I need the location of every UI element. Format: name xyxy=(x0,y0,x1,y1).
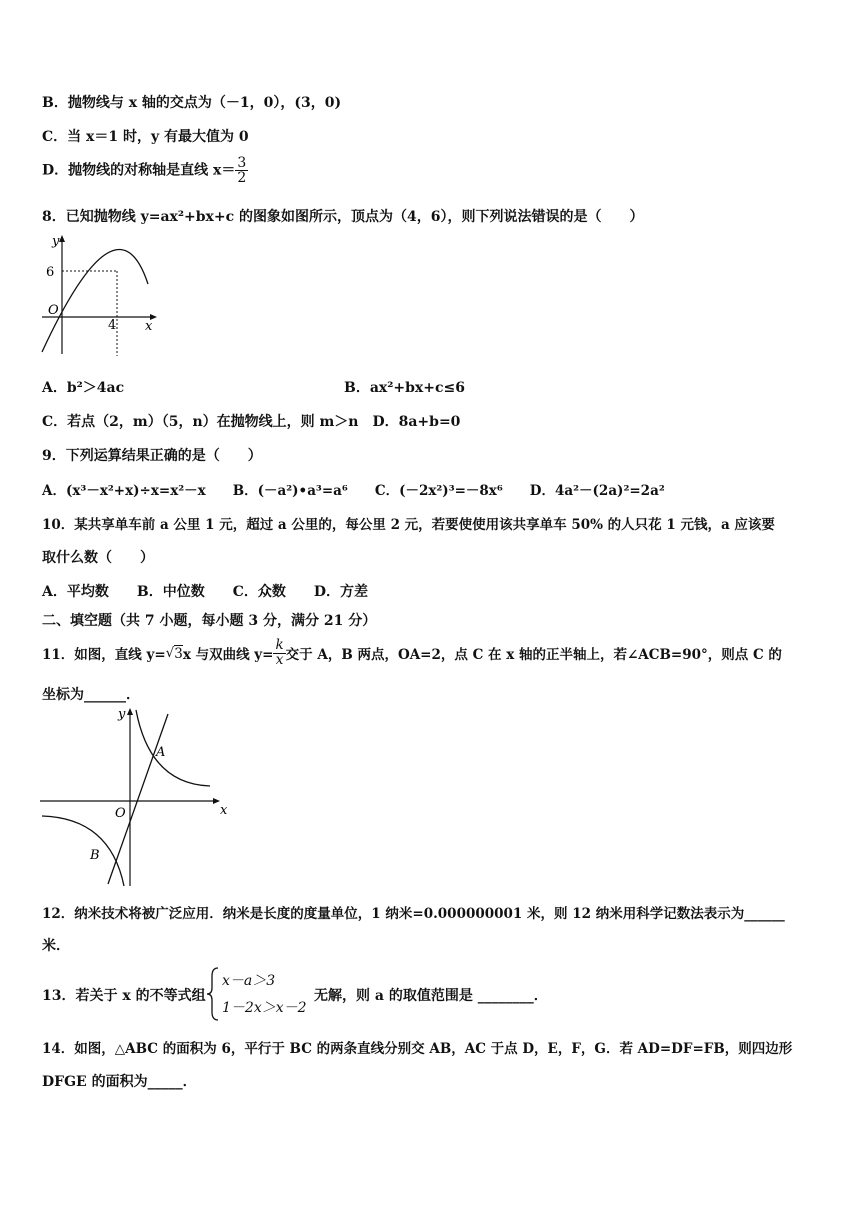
fraction-denominator: x xyxy=(275,651,284,668)
q8-parabola-figure xyxy=(38,232,163,360)
label-b: B xyxy=(90,848,100,863)
sqrt-symbol: √ xyxy=(165,645,175,661)
q10-line-1: 10．某共享单车前 a 公里 1 元，超过 a 公里的，每公里 2 元，若要使使用该共享单车 50% 的人只花 1 元钱，a 应该要 xyxy=(42,517,775,533)
q14-line-2: DFGE 的面积为_____． xyxy=(42,1074,197,1090)
q11-line-2: 坐标为______． xyxy=(42,687,140,703)
q13-prefix: 13．若关于 x 的不等式组 xyxy=(42,988,206,1004)
line-through-origin xyxy=(108,714,168,884)
q11-line-1 xyxy=(42,636,782,670)
label-y: y xyxy=(52,234,60,249)
q10-options: A．平均数 B．中位数 C．众数 D．方差 xyxy=(42,584,368,600)
hyperbola-branch-2 xyxy=(42,816,124,886)
parabola-curve xyxy=(42,249,148,352)
q8-option-b: B．ax²+bx+c≤6 xyxy=(344,380,465,396)
q11-hyperbola-figure xyxy=(38,704,234,888)
sqrt-radicand: 3 xyxy=(174,645,183,662)
label-4: 4 xyxy=(108,318,117,333)
section-2-heading: 二、填空题（共 7 小题，每小题 3 分，满分 21 分） xyxy=(42,613,377,629)
inequality-2: 1－2x＞x－2 xyxy=(222,1000,307,1016)
q14-line-1: 14．如图，△ABC 的面积为 6，平行于 BC 的两条直线分别交 AB，AC 于点 D，E，F，G．若 AD=DF=FB，则四边形 xyxy=(42,1041,793,1057)
q10-line-2: 取什么数（ ） xyxy=(42,550,154,566)
y-axis-arrow xyxy=(59,235,65,242)
x-axis-arrow xyxy=(213,798,220,804)
q13-suffix: 无解，则 a 的取值范围是 ________． xyxy=(314,988,548,1004)
q9-options: A．(x³－x²+x)÷x=x²－x B．(－a²)•a³=a⁶ C．(－2x²)³=－8x⁶ D．4a²－(2a)²=2a² xyxy=(42,483,665,499)
inequality-1: x－a＞3 xyxy=(222,973,276,989)
q8-stem: 8．已知抛物线 y=ax²+bx+c 的图象如图所示，顶点为（4，6），则下列说法错误的是（ ） xyxy=(42,209,644,225)
system-brace xyxy=(206,966,220,1022)
fraction-numerator: 3 xyxy=(237,155,247,171)
q7-option-d xyxy=(42,156,248,185)
label-x: x xyxy=(220,803,228,818)
fraction-numerator: k xyxy=(275,637,284,653)
q9-stem: 9．下列运算结果正确的是（ ） xyxy=(42,448,262,464)
q7-option-d-fraction xyxy=(235,156,248,185)
q8-option-cd: C．若点（2，m）（5，n）在抛物线上，则 m＞n D．8a+b=0 xyxy=(42,414,461,430)
q8-option-a: A．b²＞4ac xyxy=(42,380,125,396)
label-x: x xyxy=(145,319,153,334)
label-o: O xyxy=(48,303,59,318)
q7-option-b: B．抛物线与 x 轴的交点为（－1，0），(3，0) xyxy=(42,95,342,111)
y-axis-arrow xyxy=(127,708,133,715)
label-y: y xyxy=(118,707,126,722)
q7-option-c: C．当 x＝1 时，y 有最大值为 0 xyxy=(42,129,249,145)
q11-text-2: x 与双曲线 y= xyxy=(182,647,274,663)
q7-option-d-text: D．抛物线的对称轴是直线 x＝ xyxy=(42,162,236,179)
q11-fraction xyxy=(273,639,285,667)
q12-line-1: 12．纳米技术将被广泛应用．纳米是长度的度量单位，1 纳米=0.000000001 米，则 12 纳米用科学记数法表示为______ xyxy=(42,906,785,922)
label-a: A xyxy=(156,745,166,760)
q11-text-3: 交于 A，B 两点，OA=2，点 C 在 x 轴的正半轴上，若∠ACB=90°，则点 C 的 xyxy=(285,647,782,663)
q12-line-2: 米． xyxy=(42,938,70,954)
label-o: O xyxy=(115,806,126,821)
q11-text-1: 11．如图，直线 y= xyxy=(42,647,166,663)
fraction-denominator: 2 xyxy=(237,170,247,186)
label-6: 6 xyxy=(46,265,55,280)
